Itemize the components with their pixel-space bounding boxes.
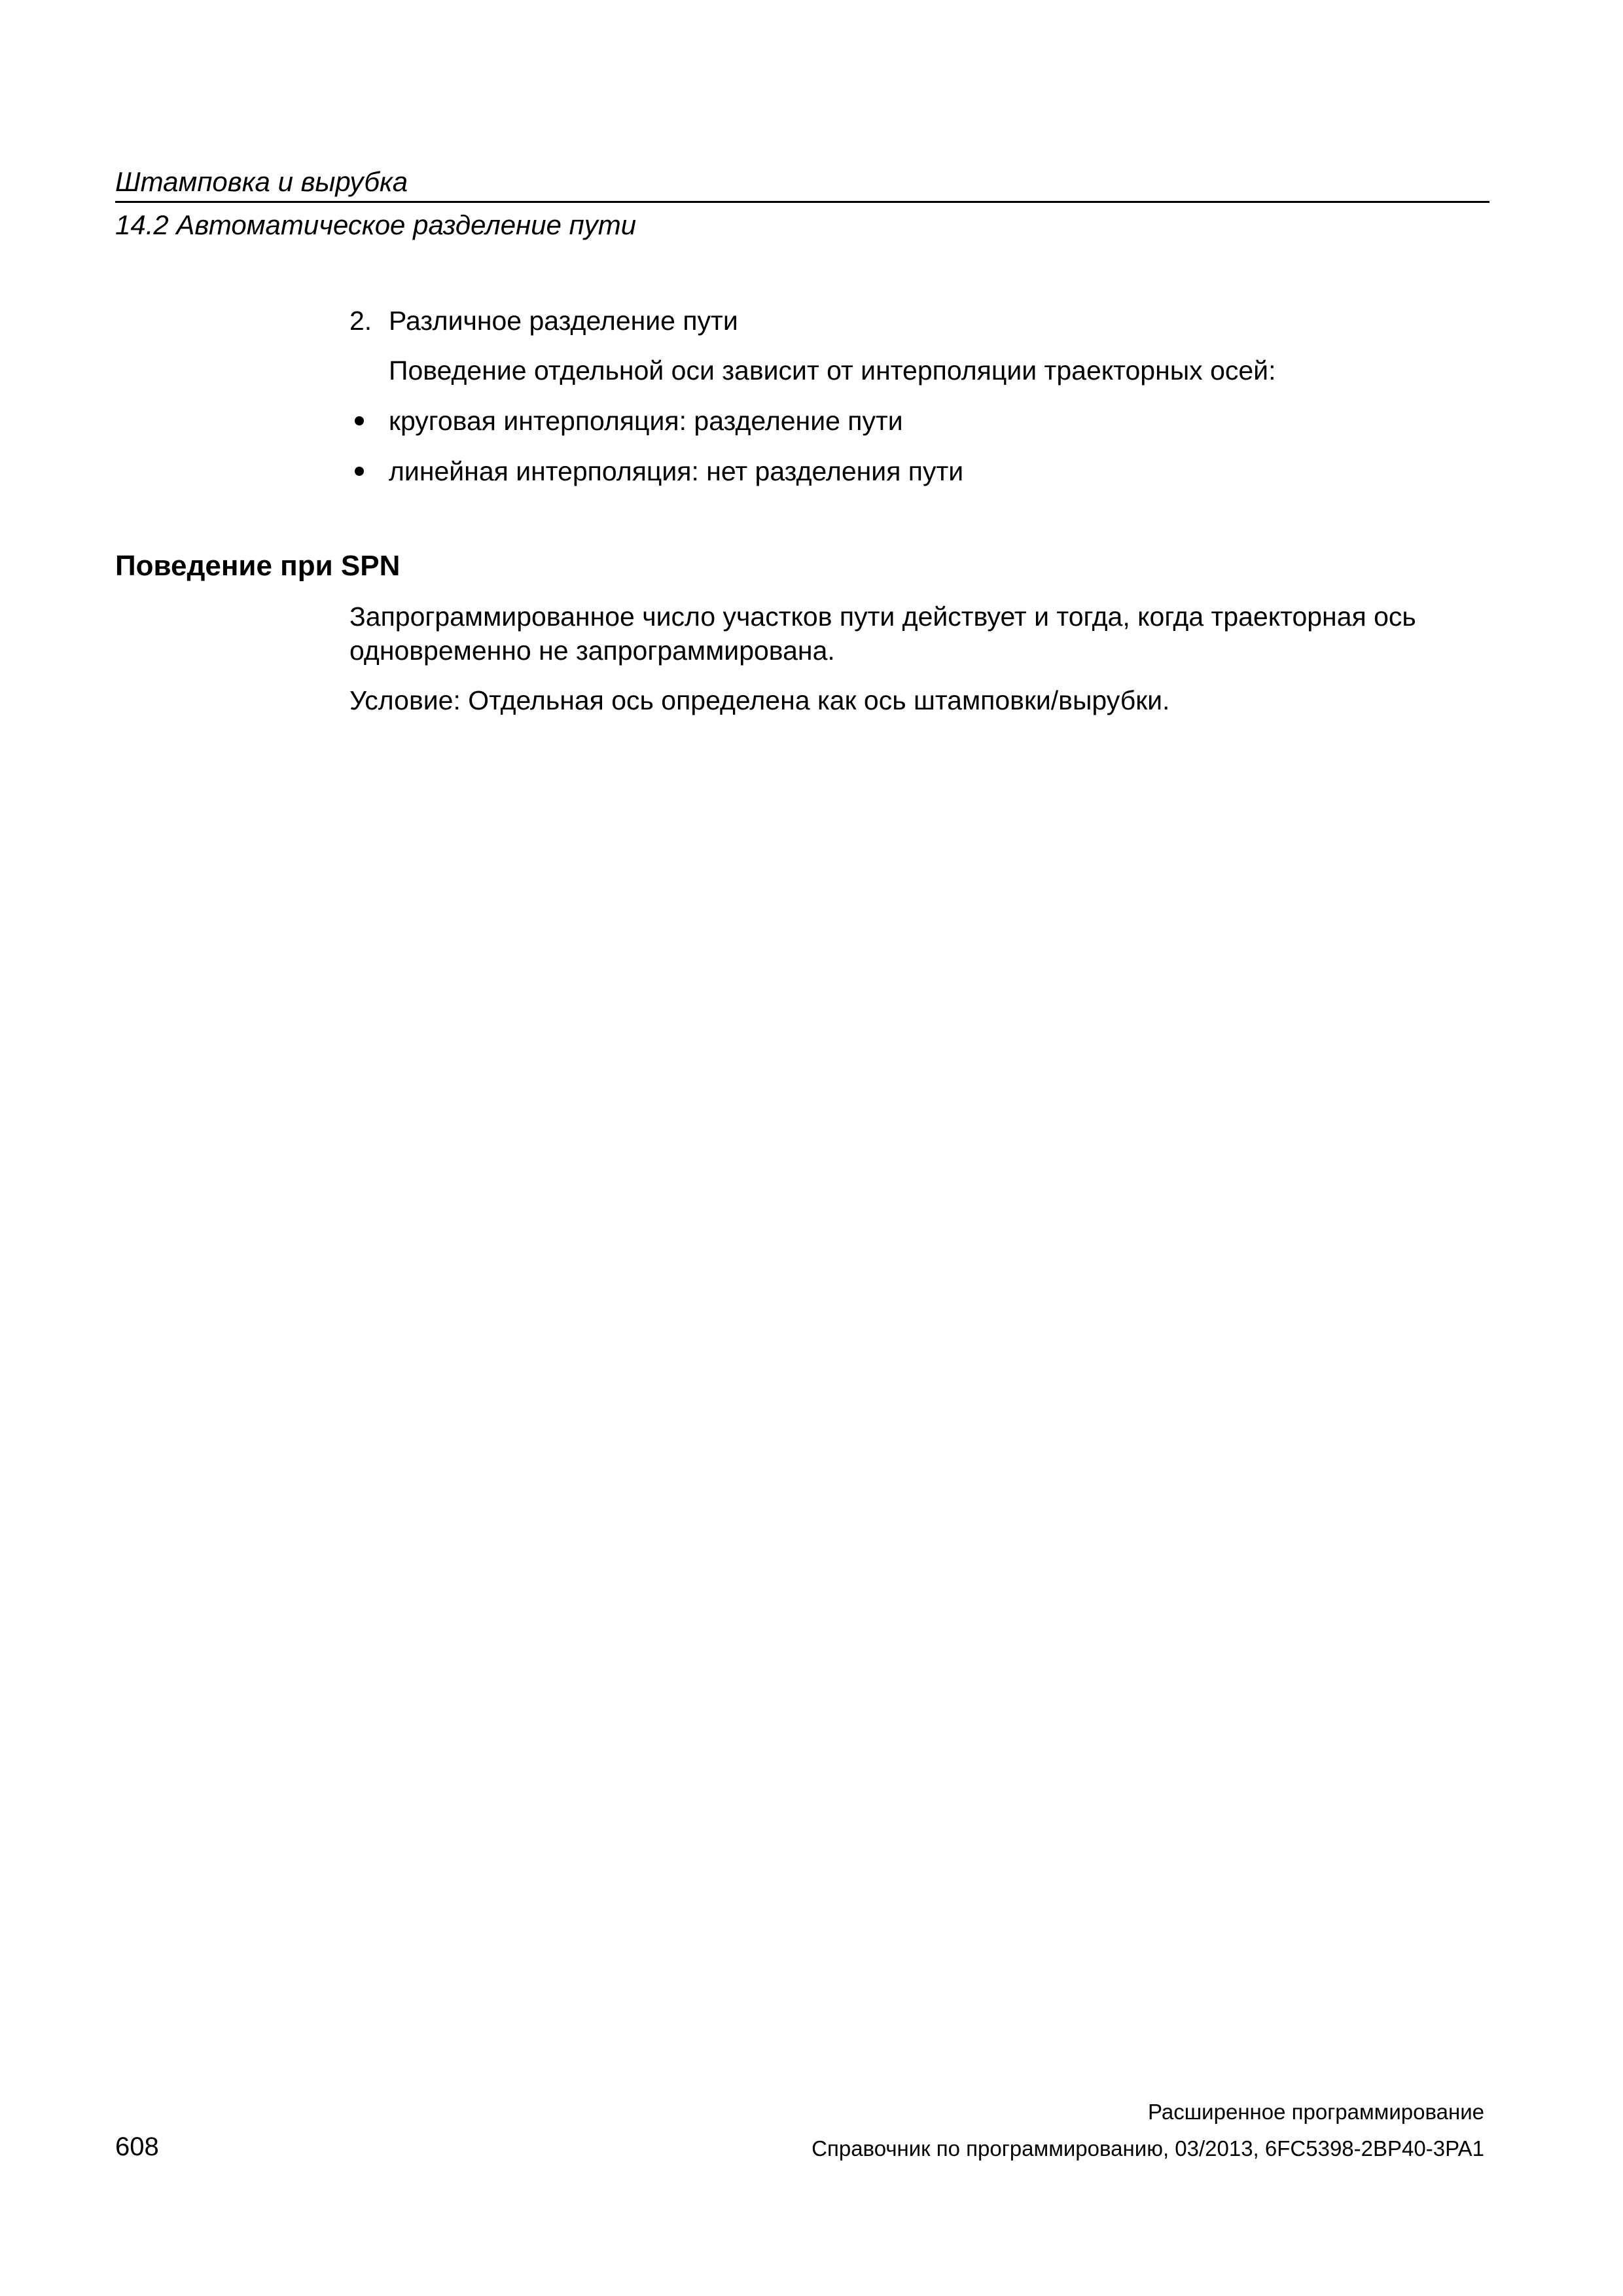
list-item-number: 2.: [349, 306, 372, 336]
bullet-item-linear: линейная интерполяция: нет разделения пути: [389, 456, 964, 486]
section-heading: Поведение при SPN: [115, 550, 401, 582]
bullet-icon: [355, 416, 364, 425]
header-divider: [115, 201, 1489, 203]
condition-text: Условие: Отдельная ось определена как ось штамповки/вырубки.: [349, 685, 1170, 715]
list-item-description: Поведение отдельной оси зависит от интерполяции траекторных осей:: [389, 355, 1276, 386]
paragraph-line-1: Запрограммированное число участков пути действует и тогда, когда траекторная ось: [349, 601, 1416, 632]
footer-document-reference: Справочник по программированию, 03/2013, 6FC5398-2BP40-3PA1: [812, 2136, 1484, 2161]
footer-document-title: Расширенное программирование: [1147, 2100, 1484, 2124]
paragraph-line-2: одновременно не запрограммирована.: [349, 636, 835, 666]
bullet-icon: [355, 467, 364, 476]
running-header-chapter: Штамповка и вырубка: [115, 166, 408, 197]
page-number: 608: [115, 2132, 159, 2161]
bullet-item-circular: круговая интерполяция: разделение пути: [389, 406, 903, 436]
running-header-section: 14.2 Автоматическое разделение пути: [115, 209, 637, 240]
list-item-title: Различное разделение пути: [389, 306, 738, 336]
